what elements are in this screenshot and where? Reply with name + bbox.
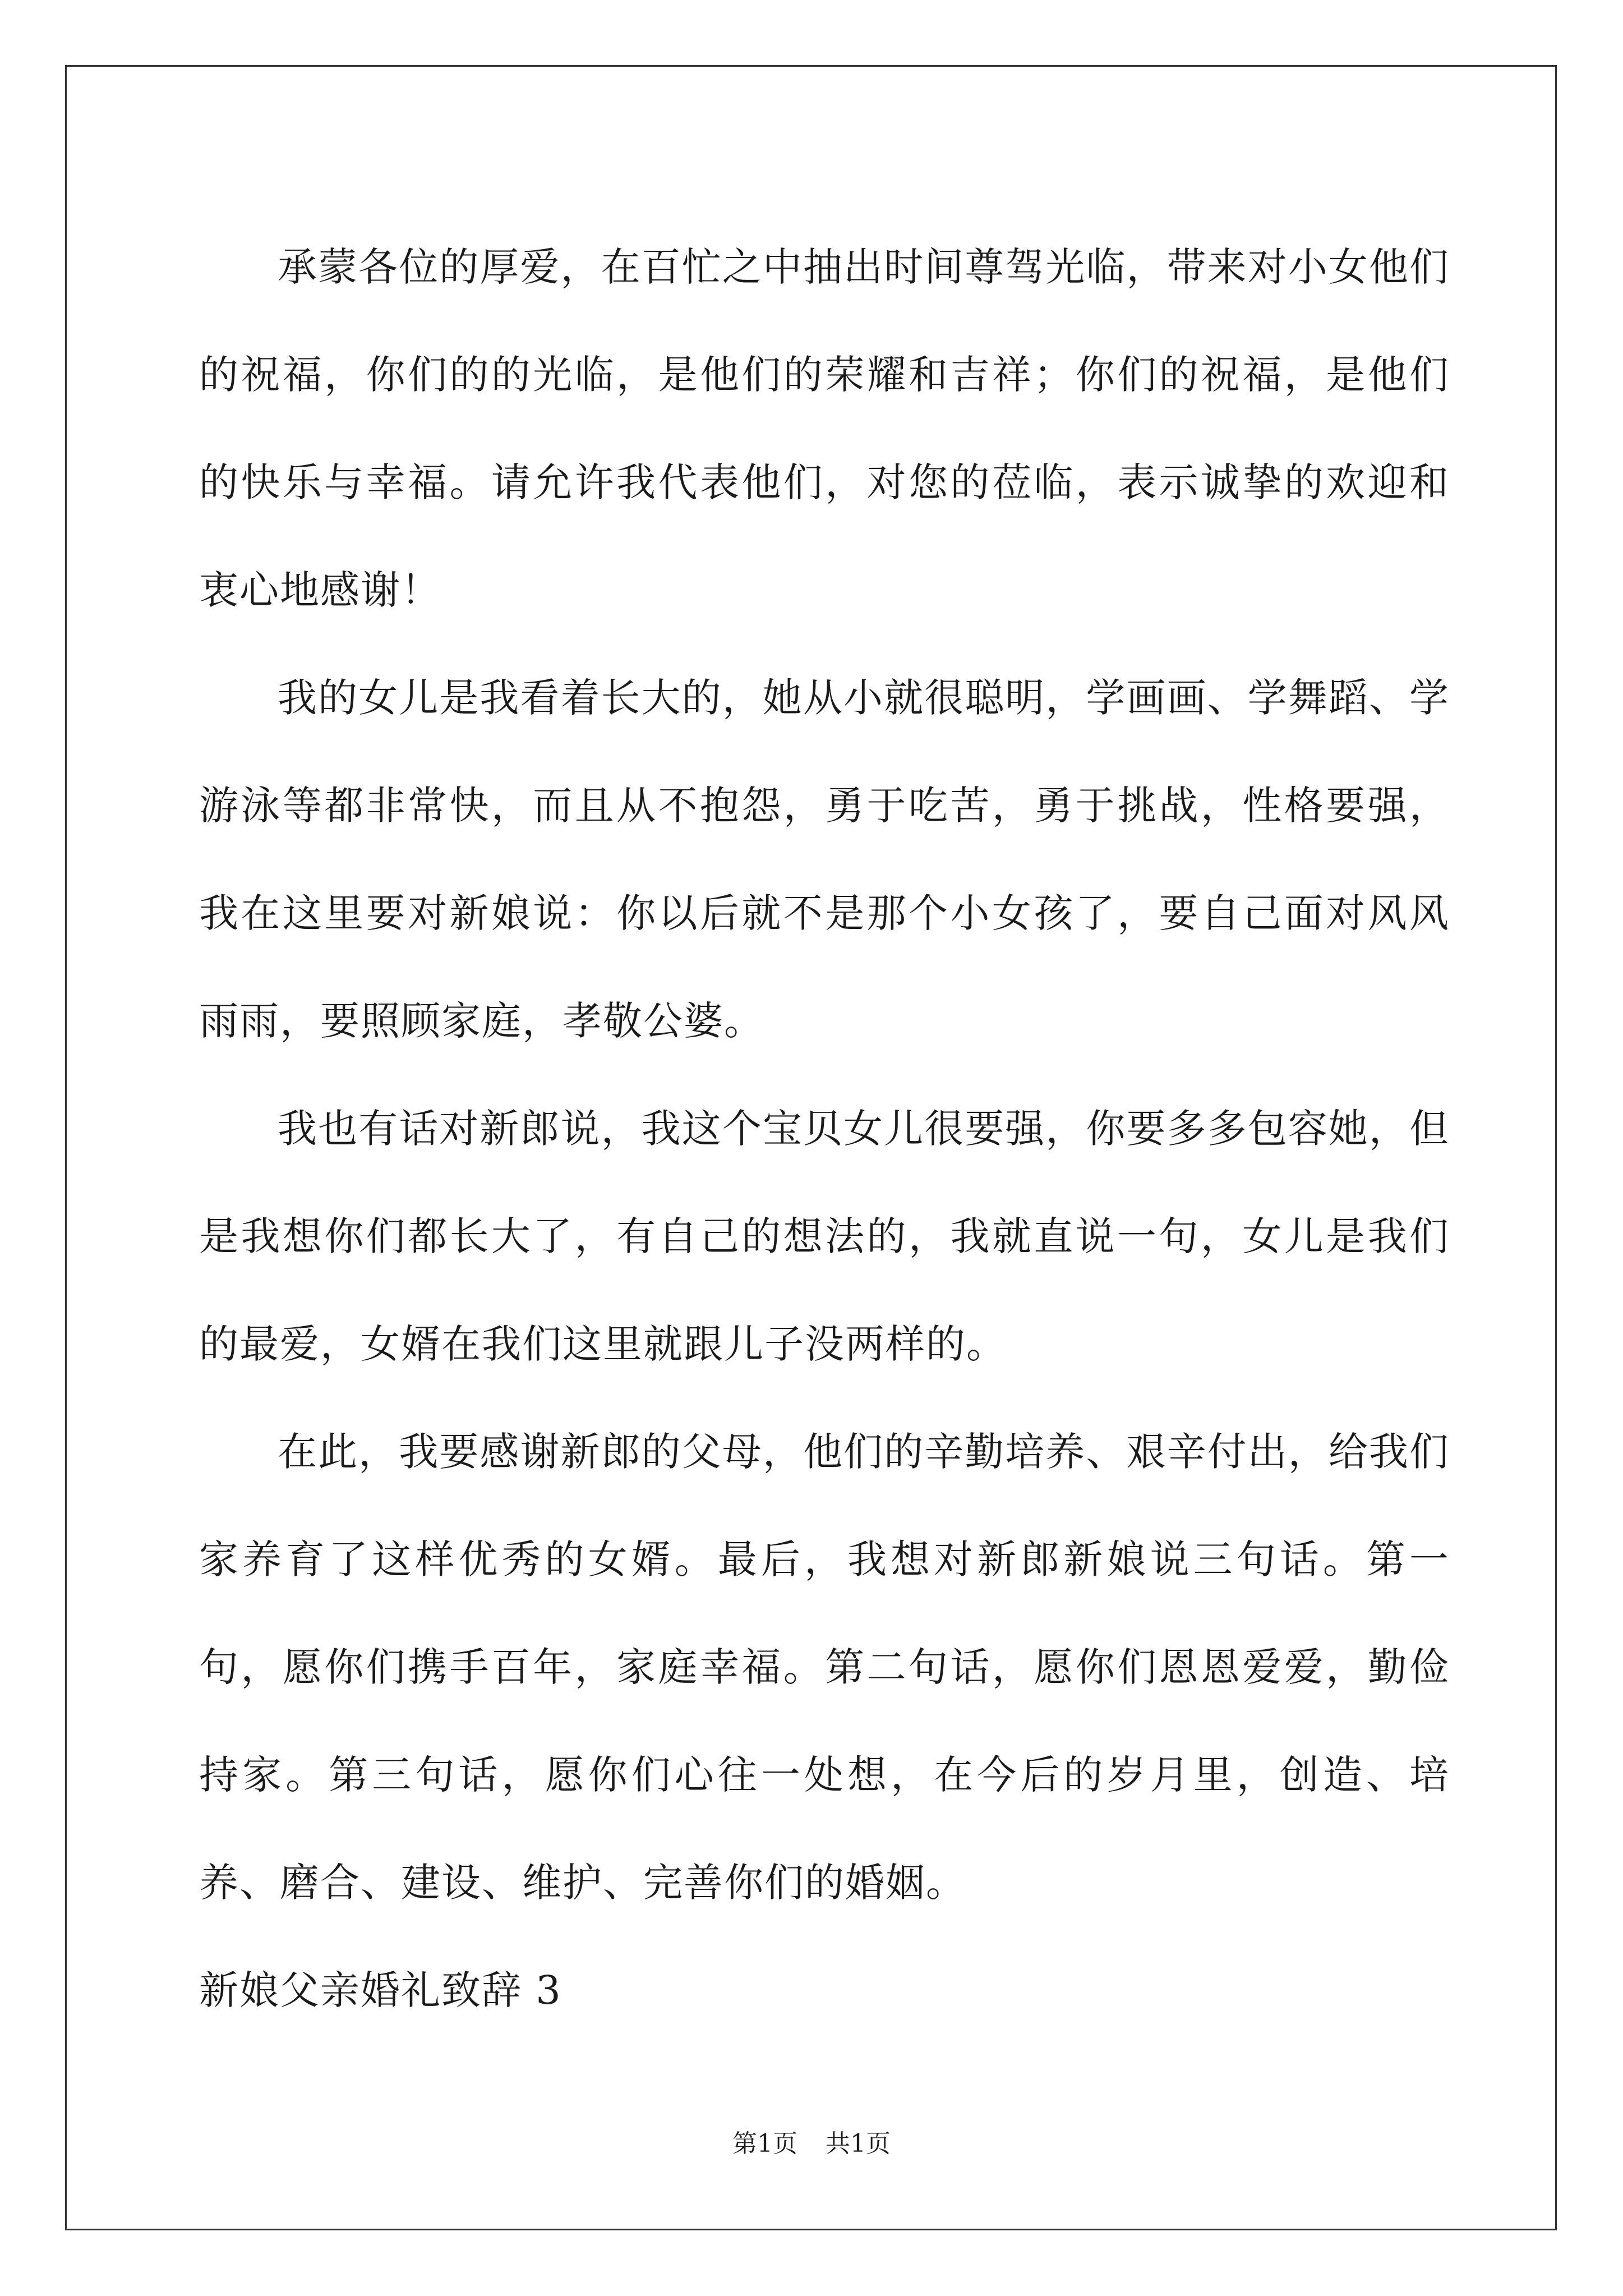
paragraph-4: 在此，我要感谢新郎的父母，他们的辛勤培养、艰辛付出，给我们家养育了这样优秀的女婿。最后，我想对新郎新娘说三句话。第一句，愿你们携手百年，家庭幸福。第二句话，愿你们恩恩爱爱，勤俭持家。第三句话，愿你们心往一处想，在今后的岁月里，创造、培养、磨合、建设、维护、完善你们的婚姻。 [199, 1429, 1450, 1906]
page-total: 共1页 [826, 2129, 891, 2158]
paragraph-2: 我的女儿是我看着长大的，她从小就很聪明，学画画、学舞蹈、学游泳等都非常快，而且从不抱怨，勇于吃苦，勇于挑战，性格要强，我在这里要对新娘说：你以后就不是那个小女孩了，要自己面对风风雨雨，要照顾家庭，孝敬公婆。 [199, 675, 1450, 1044]
paragraph-3: 我也有话对新郎说，我这个宝贝女儿很要强，你要多多包容她，但是我想你们都长大了，有自己的想法的，我就直说一句，女儿是我们的最爱，女婿在我们这里就跟儿子没两样的。 [199, 1106, 1450, 1367]
page-footer [0, 2127, 1623, 2161]
section-heading: 新娘父亲婚礼致辞 3 [199, 1967, 562, 2013]
page-current: 第1页 [732, 2129, 797, 2158]
document-body [199, 213, 1450, 2044]
paragraph-1: 承蒙各位的厚爱，在百忙之中抽出时间尊驾光临，带来对小女他们的祝福，你们的的光临，是他们的荣耀和吉祥；你们的祝福，是他们的快乐与幸福。请允许我代表他们，对您的莅临，表示诚挚的欢迎和衷心地感谢！ [199, 244, 1450, 613]
